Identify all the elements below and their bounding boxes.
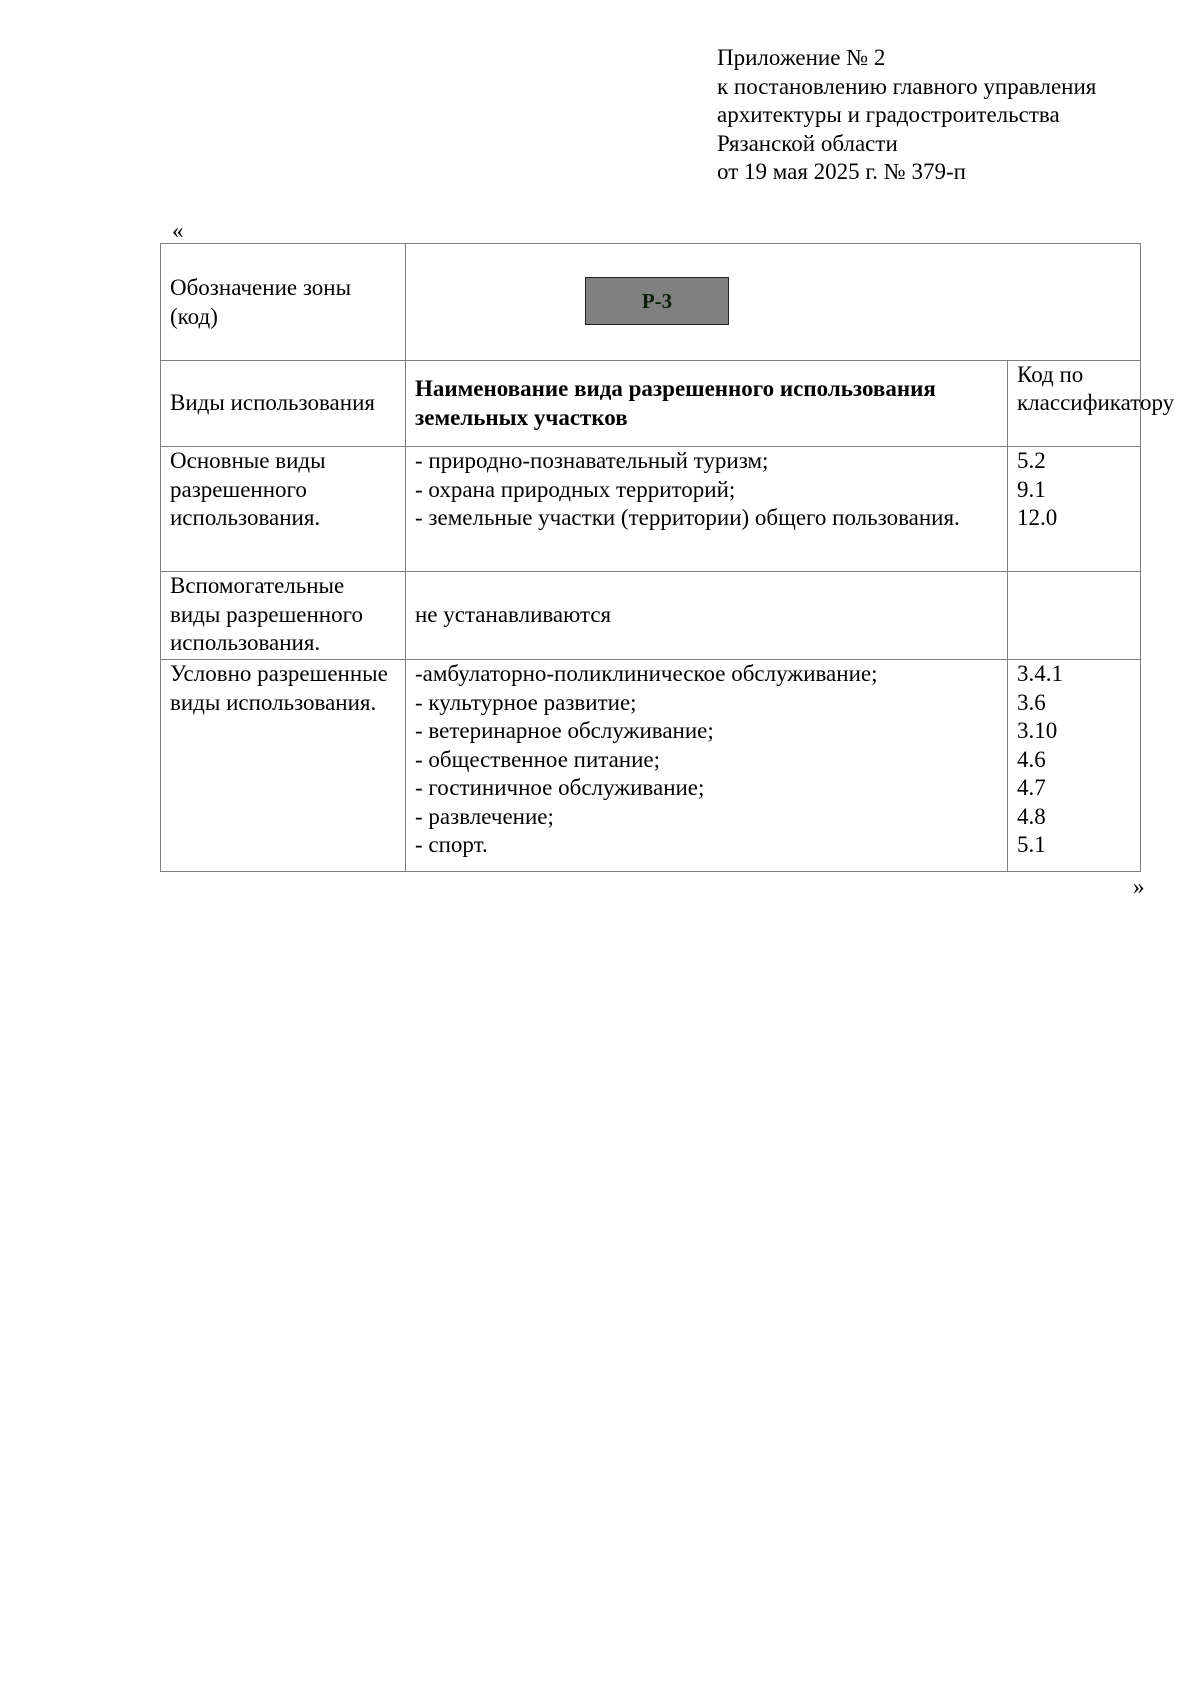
name-column-header: Наименование вида разрешенного использования земельных участков: [406, 361, 1008, 447]
classifier-code: 4.6: [1017, 746, 1046, 772]
classifier-code: 3.6: [1017, 689, 1046, 715]
usage-item: - развлечение;: [415, 803, 554, 829]
classifier-code: 5.2: [1017, 448, 1046, 473]
code-list-cell: [1008, 572, 1141, 660]
usage-item: не устанавливаются: [415, 602, 612, 628]
classifier-code: 4.8: [1017, 803, 1046, 829]
code-list-cell: [1008, 660, 1141, 872]
code-column-header: Код по классификатору: [1008, 361, 1141, 447]
category-cell: Условно разрешенные виды использования.: [161, 660, 406, 872]
appendix-line: к постановлению главного управления: [717, 73, 1097, 99]
table-row: [161, 447, 1141, 572]
usage-item: - ветеринарное обслуживание;: [415, 718, 714, 743]
classifier-code: 5.1: [1017, 832, 1046, 857]
zone-code-box: [585, 277, 729, 325]
usage-item: - общественное питание;: [415, 746, 661, 772]
zone-label-cell: [161, 244, 406, 361]
zone-code-row: [161, 244, 1141, 361]
usage-item: - культурное развитие;: [415, 689, 637, 715]
classifier-code: 9.1: [1017, 476, 1046, 502]
category-cell: Вспомогательные виды разрешенного использования.: [161, 572, 406, 660]
zone-code-cell: [406, 244, 1141, 361]
table-header-row: [161, 361, 1141, 447]
category-cell: Основные виды разрешенного использования.: [161, 447, 406, 572]
closing-quote: »: [1133, 874, 1145, 899]
usage-list-cell: [406, 660, 1008, 872]
usage-list-cell: [406, 447, 1008, 572]
usage-item: - гостиничное обслуживание;: [415, 775, 705, 800]
classifier-code: 3.10: [1017, 718, 1058, 743]
usage-item: - охрана природных территорий;: [415, 476, 736, 502]
zone-table: [160, 243, 1175, 872]
usage-list-cell: [406, 572, 1008, 660]
usage-item: - земельные участки (территории) общего пользования.: [415, 505, 960, 530]
usage-item: -амбулаторно-поликлиническое обслуживание;: [415, 661, 878, 686]
code-list-cell: [1008, 447, 1141, 572]
usage-item: - спорт.: [415, 832, 488, 857]
classifier-code: 4.7: [1017, 775, 1046, 800]
usage-item: - природно-познавательный туризм;: [415, 448, 769, 473]
appendix-line: Рязанской области: [717, 130, 898, 156]
classifier-code: 12.0: [1017, 505, 1058, 530]
appendix-line: архитектуры и градостроительства: [717, 102, 1060, 127]
table-row: [161, 660, 1141, 872]
appendix-line: Приложение № 2: [717, 45, 886, 70]
opening-quote: «: [172, 218, 184, 243]
classifier-code: 3.4.1: [1017, 661, 1063, 686]
appendix-line: от 19 мая 2025 г. № 379-п: [717, 159, 966, 184]
appendix-header: [717, 44, 1157, 187]
usage-types-header: Виды использования: [161, 361, 406, 447]
zone-code: Р-3: [641, 288, 673, 313]
zone-label: Обозначение зоны (код): [170, 275, 352, 329]
table-row: [161, 572, 1141, 660]
